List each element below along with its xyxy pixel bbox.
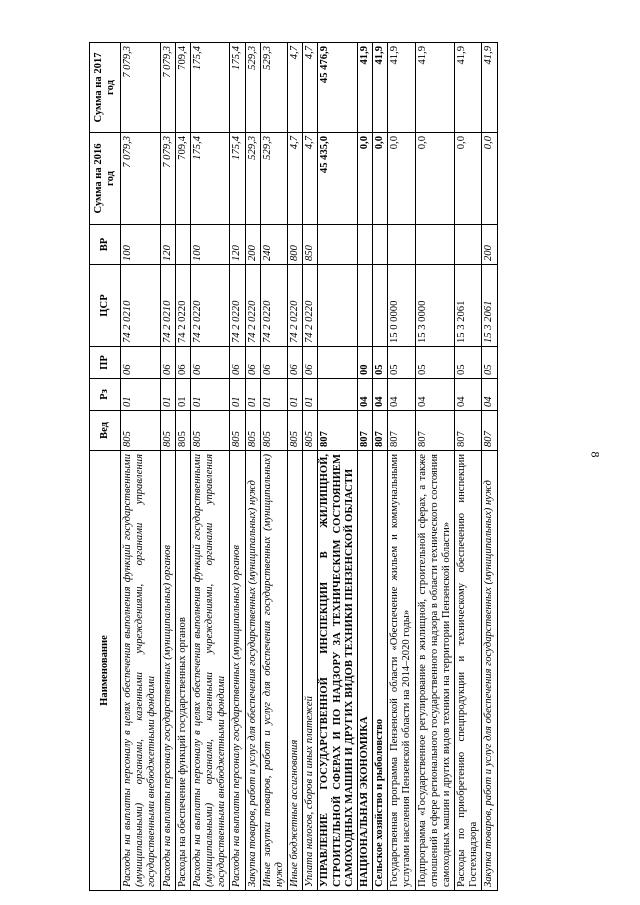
cell-csr [357,265,372,347]
cell-name: Расходы на выплаты персоналу государственных (муниципальных) органов [160,451,175,891]
cell-vr: 200 [482,225,497,265]
table-row [190,43,230,891]
cell-rz: 04 [482,379,497,411]
cell-sum-2017: 709,4 [175,43,190,133]
cell-sum-2016: 0,0 [373,133,388,225]
header-row [90,43,121,891]
cell-vr: 120 [230,225,245,265]
rotated-page [89,43,577,891]
header-ved: Вед [90,411,121,451]
cell-rz: 01 [190,379,230,411]
cell-vr: 240 [260,225,287,265]
table-row [318,43,358,891]
table-row [415,43,455,891]
cell-name: Расходы на обеспечение функций государственных органов [175,451,190,891]
cell-csr: 74 2 0210 [160,265,175,347]
cell-sum-2017: 41,9 [357,43,372,133]
header-rz: Рз [90,379,121,411]
cell-ved: 807 [318,411,358,451]
header-name: Наименование [90,451,121,891]
cell-pr: 06 [245,347,260,379]
header-vr: ВР [90,225,121,265]
cell-csr: 15 0 0000 [388,265,415,347]
cell-ved: 807 [357,411,372,451]
cell-ved: 807 [388,411,415,451]
cell-ved: 805 [303,411,318,451]
cell-sum-2017: 41,9 [455,43,482,133]
cell-ved: 807 [415,411,455,451]
header-pr: ПР [90,347,121,379]
cell-csr: 15 3 2061 [482,265,497,347]
cell-name: НАЦИОНАЛЬНАЯ ЭКОНОМИКА [357,451,372,891]
cell-sum-2016: 175,4 [190,133,230,225]
table-row [121,43,161,891]
cell-sum-2017: 175,4 [230,43,245,133]
cell-sum-2016: 0,0 [388,133,415,225]
cell-sum-2016: 529,3 [260,133,287,225]
cell-name: Закупка товаров, работ и услуг для обеспечения государственных (муниципальных) нужд [245,451,260,891]
cell-csr: 74 2 0220 [303,265,318,347]
cell-rz: 01 [121,379,161,411]
cell-sum-2017: 4,7 [303,43,318,133]
table-row [357,43,372,891]
cell-sum-2016: 45 435,0 [318,133,358,225]
header-csr: ЦСР [90,265,121,347]
cell-name: Расходы по приобретению спецпродукции и техническому обеспечению инспекции Гостехнадзора [455,451,482,891]
cell-pr: 06 [121,347,161,379]
cell-sum-2017: 41,9 [482,43,497,133]
cell-pr: 06 [160,347,175,379]
cell-vr: 800 [288,225,303,265]
cell-rz: 04 [357,379,372,411]
cell-name: Закупка товаров, работ и услуг для обеспечения государственных (муниципальных) нужд [482,451,497,891]
table-row [230,43,245,891]
cell-ved: 805 [230,411,245,451]
cell-csr: 74 2 0210 [121,265,161,347]
cell-name: Подпрограмма «Государственное регулирование в жилищной, строительной сферах, а также отношений в сфере регионального государственного надзора в области технического состояния самоходных машин и других видов техники на территории Пензенской области» [415,451,455,891]
cell-name: Государственная программа Пензенской области «Обеспечение жильем и коммунальными услугами населения Пензенской области на 2014–2020 годы» [388,451,415,891]
cell-sum-2017: 7 079,3 [121,43,161,133]
table-row [245,43,260,891]
cell-pr [318,347,358,379]
cell-ved: 805 [260,411,287,451]
cell-pr: 05 [388,347,415,379]
cell-name: Уплата налогов, сборов и иных платежей [303,451,318,891]
cell-ved: 805 [121,411,161,451]
header-sum-2016: Сумма на 2016 год [90,133,121,225]
cell-vr [175,225,190,265]
cell-ved: 807 [482,411,497,451]
cell-rz [318,379,358,411]
cell-ved: 805 [175,411,190,451]
cell-csr: 74 2 0220 [260,265,287,347]
cell-name: Иные закупки товаров, работ и услуг для обеспечения государственных (муниципальных) нужд [260,451,287,891]
cell-ved: 807 [455,411,482,451]
cell-ved: 805 [288,411,303,451]
table-row [482,43,497,891]
cell-sum-2016: 0,0 [415,133,455,225]
cell-csr [318,265,358,347]
cell-rz: 01 [175,379,190,411]
cell-sum-2017: 45 476,9 [318,43,358,133]
budget-table [89,42,498,891]
cell-rz: 01 [260,379,287,411]
cell-rz: 01 [245,379,260,411]
cell-csr: 74 2 0220 [245,265,260,347]
cell-sum-2017: 41,9 [415,43,455,133]
cell-vr [388,225,415,265]
cell-rz: 01 [288,379,303,411]
cell-vr [318,225,358,265]
cell-sum-2016: 7 079,3 [121,133,161,225]
cell-vr [415,225,455,265]
table-body [121,43,498,891]
header-sum-2017: Сумма на 2017 год [90,43,121,133]
cell-vr: 100 [121,225,161,265]
table-row [160,43,175,891]
cell-rz: 04 [373,379,388,411]
cell-name: Иные бюджетные ассигнования [288,451,303,891]
cell-name: Сельское хозяйство и рыболовство [373,451,388,891]
cell-pr: 05 [415,347,455,379]
cell-csr: 74 2 0220 [288,265,303,347]
cell-vr [455,225,482,265]
cell-pr: 06 [175,347,190,379]
cell-vr [357,225,372,265]
table-row [373,43,388,891]
cell-ved: 807 [373,411,388,451]
cell-sum-2016: 4,7 [303,133,318,225]
cell-name: Расходы на выплаты персоналу в целях обеспечения выполнения функций государственными (муниципальными) органами, казенными учреждениями, органами управления государственными внебюджетными фондами [121,451,161,891]
cell-rz: 01 [303,379,318,411]
cell-vr [373,225,388,265]
cell-sum-2017: 529,3 [245,43,260,133]
cell-sum-2017: 4,7 [288,43,303,133]
cell-csr: 74 2 0220 [230,265,245,347]
cell-ved: 805 [245,411,260,451]
cell-sum-2016: 0,0 [482,133,497,225]
cell-sum-2017: 41,9 [388,43,415,133]
cell-csr: 74 2 0220 [190,265,230,347]
cell-sum-2017: 41,9 [373,43,388,133]
table-row [303,43,318,891]
cell-sum-2016: 709,4 [175,133,190,225]
cell-rz: 01 [230,379,245,411]
cell-sum-2017: 175,4 [190,43,230,133]
cell-vr: 850 [303,225,318,265]
cell-name: Расходы на выплаты персоналу государственных (муниципальных) органов [230,451,245,891]
cell-pr: 00 [357,347,372,379]
cell-rz: 04 [455,379,482,411]
cell-sum-2017: 7 079,3 [160,43,175,133]
cell-pr: 05 [482,347,497,379]
cell-pr: 05 [373,347,388,379]
cell-sum-2016: 0,0 [455,133,482,225]
cell-csr: 74 2 0220 [175,265,190,347]
cell-csr: 15 3 0000 [415,265,455,347]
cell-sum-2016: 0,0 [357,133,372,225]
cell-rz: 01 [160,379,175,411]
cell-pr: 06 [303,347,318,379]
cell-pr: 05 [455,347,482,379]
table-row [455,43,482,891]
cell-pr: 06 [230,347,245,379]
table-row [260,43,287,891]
cell-pr: 06 [190,347,230,379]
cell-csr: 15 3 2061 [455,265,482,347]
cell-pr: 06 [288,347,303,379]
cell-rz: 04 [415,379,455,411]
cell-ved: 805 [160,411,175,451]
table-row [175,43,190,891]
table-row [288,43,303,891]
cell-sum-2017: 529,3 [260,43,287,133]
cell-name: Расходы на выплаты персоналу в целях обеспечения выполнения функций государственными (муниципальными) органами, казенными учреждениями, органами управления государственными внебюджетными фондами [190,451,230,891]
cell-pr: 06 [260,347,287,379]
cell-sum-2016: 175,4 [230,133,245,225]
cell-vr: 120 [160,225,175,265]
table-row [388,43,415,891]
cell-sum-2016: 7 079,3 [160,133,175,225]
cell-rz: 04 [388,379,415,411]
cell-sum-2016: 4,7 [288,133,303,225]
cell-sum-2016: 529,3 [245,133,260,225]
cell-ved: 805 [190,411,230,451]
cell-vr: 200 [245,225,260,265]
cell-vr: 100 [190,225,230,265]
page-number: 8 [588,451,603,458]
cell-csr [373,265,388,347]
cell-name: УПРАВЛЕНИЕ ГОСУДАРСТВЕННОЙ ИНСПЕКЦИИ В ЖИЛИЩНОЙ, СТРОИТЕЛЬНОЙ СФЕРАХ И ПО НАДЗОРУ ЗА ТЕХНИЧЕСКИМ СОСТОЯНИЕМ САМОХОДНЫХ МАШИН И ДРУГИХ ВИДОВ ТЕХНИКИ ПЕНЗЕНСКОЙ ОБЛАСТИ [318,451,358,891]
